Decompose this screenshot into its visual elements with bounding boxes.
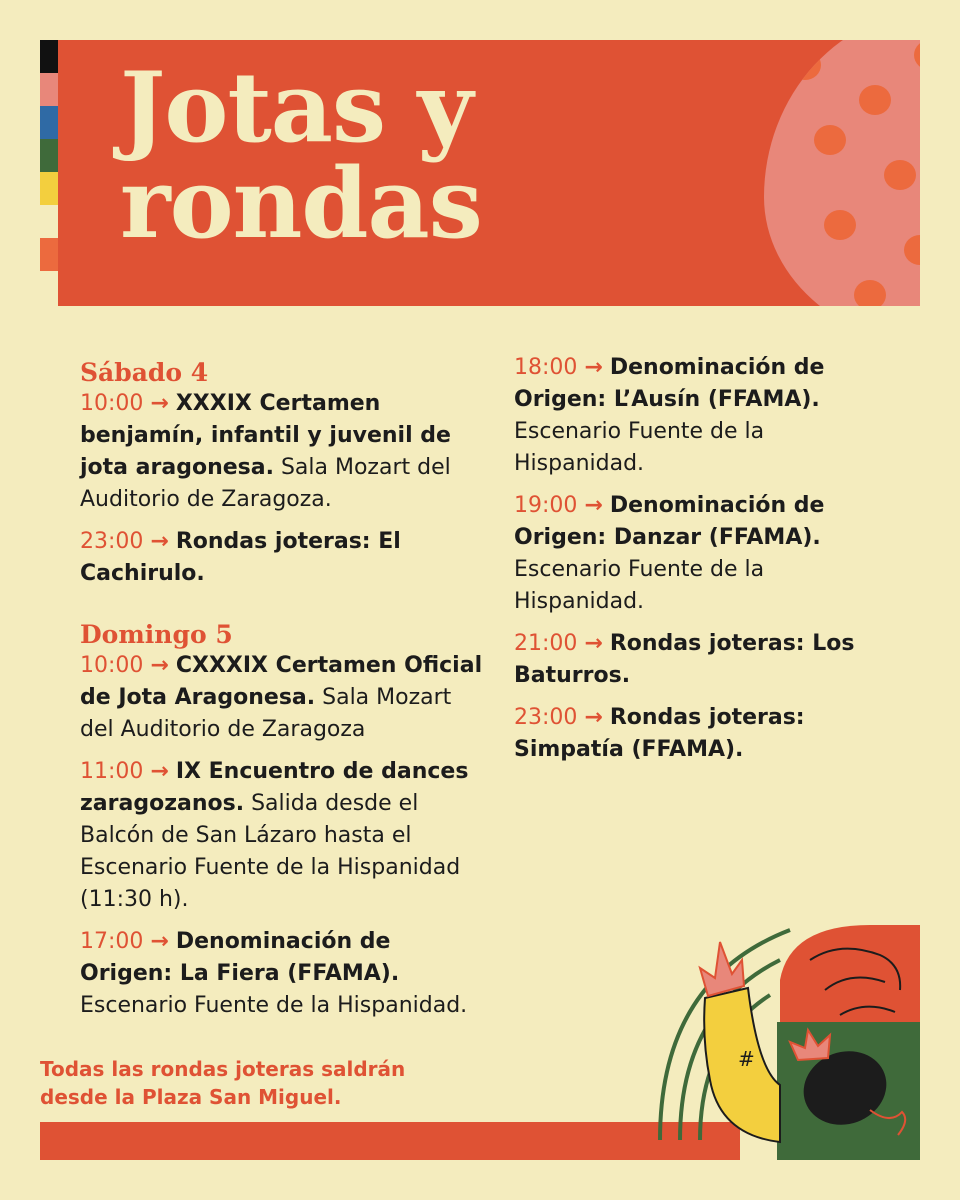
footnote: Todas las rondas joteras saldrán desde la Plaza San Miguel. [40, 1057, 406, 1109]
stripe-segment [40, 106, 58, 139]
event-title: Denominación de Origen: La Fiera (FFAMA). [80, 929, 400, 986]
event-item [514, 702, 894, 766]
arrow-icon: → [584, 493, 603, 518]
event-title: Rondas joteras: Simpatía (FFAMA). [514, 705, 805, 762]
event-description: Sala Mozart del Auditorio de Zaragoza [80, 685, 452, 742]
event-item [80, 926, 490, 1022]
event-time: 23:00 [514, 705, 578, 730]
event-description: Escenario Fuente de la Hispanidad. [514, 557, 765, 614]
stripe-segment [40, 172, 58, 205]
stripe-segment [40, 271, 58, 306]
title-line-1: Jotas y [120, 51, 473, 164]
event-description: Escenario Fuente de la Hispanidad. [80, 993, 468, 1018]
event-title: XXXIX Certamen benjamín, infantil y juvenil de jota aragonesa. [80, 391, 451, 480]
event-item [80, 388, 490, 516]
day-saturday [80, 358, 490, 590]
event-title: Rondas joteras: Los Baturros. [514, 631, 855, 688]
dance-castanets-illustration [640, 920, 920, 1160]
event-time: 21:00 [514, 631, 578, 656]
arrow-icon: → [584, 355, 603, 380]
event-time: 18:00 [514, 355, 578, 380]
schedule-left-column [80, 358, 490, 1032]
event-description: Sala Mozart del Auditorio de Zaragoza. [80, 455, 451, 512]
day-sunday [80, 620, 490, 1022]
arrow-icon: → [584, 631, 603, 656]
event-time: 10:00 [80, 391, 144, 416]
event-title: IX Encuentro de dances zaragozanos. [80, 759, 469, 816]
event-time: 19:00 [514, 493, 578, 518]
arrow-icon: → [150, 653, 169, 678]
arrow-icon: → [150, 929, 169, 954]
event-item [514, 490, 894, 618]
bottom-bar [40, 1122, 740, 1160]
stripe-segment [40, 205, 58, 238]
day-title: Sábado 4 [80, 358, 209, 387]
event-title: Rondas joteras: El Cachirulo. [80, 529, 401, 586]
event-item [80, 650, 490, 746]
event-title: CXXXIX Certamen Oficial de Jota Aragonesa. [80, 653, 483, 710]
title-line-2: rondas [120, 147, 482, 260]
arrow-icon: → [150, 759, 169, 784]
stripe-segment [40, 40, 58, 73]
event-item [80, 756, 490, 916]
event-item [514, 352, 894, 480]
event-time: 10:00 [80, 653, 144, 678]
event-description: Salida desde el Balcón de San Lázaro hasta el Escenario Fuente de la Hispanidad (11:30 h). [80, 791, 461, 912]
polka-dot-pattern [764, 40, 920, 306]
header-banner [58, 40, 920, 306]
schedule-right-column [514, 352, 894, 776]
stripe-segment [40, 73, 58, 106]
arrow-icon: → [150, 529, 169, 554]
stripe-segment [40, 139, 58, 172]
event-time: 17:00 [80, 929, 144, 954]
event-item [80, 526, 490, 590]
event-time: 23:00 [80, 529, 144, 554]
event-description: Escenario Fuente de la Hispanidad. [514, 419, 765, 476]
stripe-segment [40, 238, 58, 271]
event-item [514, 628, 894, 692]
hash-glyph: # [738, 1047, 755, 1071]
event-title: Denominación de Origen: Danzar (FFAMA). [514, 493, 825, 550]
arrow-icon: → [584, 705, 603, 730]
event-title: Denominación de Origen: L’Ausín (FFAMA). [514, 355, 825, 412]
event-time: 11:00 [80, 759, 144, 784]
page-title [120, 51, 482, 260]
arrow-icon: → [150, 391, 169, 416]
day-title: Domingo 5 [80, 620, 233, 649]
